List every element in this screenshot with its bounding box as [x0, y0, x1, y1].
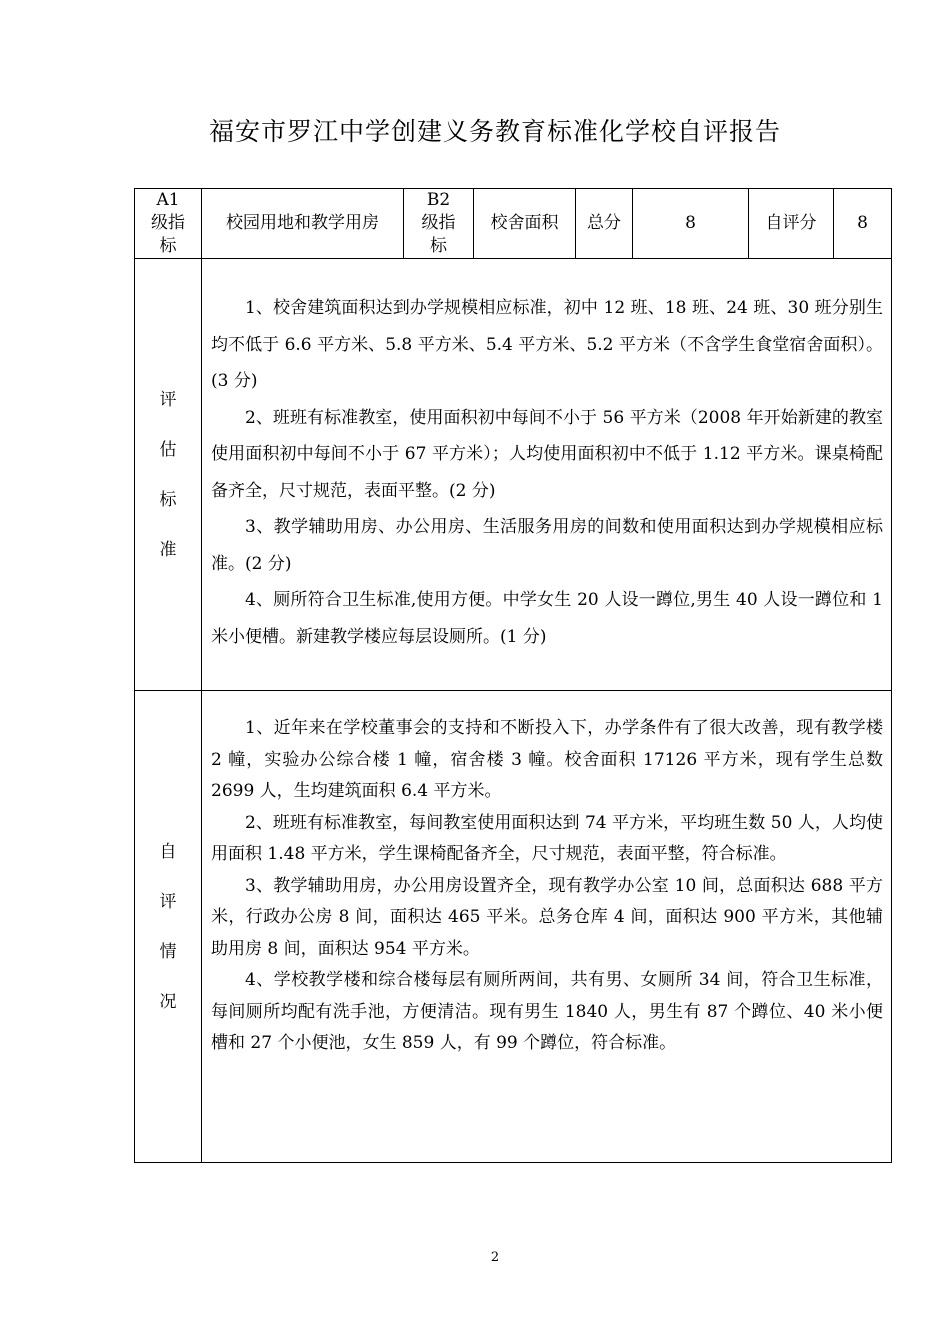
b2-label: B2 级指标 [421, 190, 456, 256]
label-char: 况 [159, 991, 177, 1012]
standard-item: 2、班班有标准教室，使用面积初中每间不小于 56 平方米（2008 年开始新建的教室使用面积初中每间不小于 67 平方米）；人均使用面积初中不低于 1.12 平方米。课桌椅配备齐全，尺寸规范，表面平整。(2 分) [211, 407, 883, 501]
standards-content [202, 259, 892, 691]
standards-row [135, 259, 892, 691]
self-score-label: 自评分 [749, 189, 834, 259]
self-evaluation-item: 3、教学辅助用房，办公用房设置齐全，现有教学办公室 10 间，总面积达 688 平方米，行政办公房 8 间，面积达 465 平米。总务仓库 4 间，面积达 900 平方米，其他辅助用房 8 间，面积达 954 平方米。 [211, 875, 883, 959]
label-char: 准 [159, 539, 177, 560]
label-char: 标 [159, 489, 177, 510]
page-number: 2 [490, 1250, 500, 1265]
self-score-value: 8 [834, 189, 892, 259]
evaluation-table [134, 188, 892, 1163]
self-evaluation-label [135, 691, 202, 1163]
self-evaluation-item: 2、班班有标准教室，每间教室使用面积达到 74 平方米，平均班生数 50 人，人均使用面积 1.48 平方米，学生课椅配备齐全，尺寸规范，表面平整，符合标准。 [211, 812, 883, 864]
label-char: 自 [159, 841, 177, 862]
self-evaluation-row [135, 691, 892, 1163]
label-char: 评 [159, 389, 177, 410]
label-char: 情 [159, 941, 177, 962]
self-evaluation-item: 1、近年来在学校董事会的支持和不断投入下，办学条件有了很大改善，现有教学楼 2 幢，实验办公综合楼 1 幢，宿舍楼 3 幢。校舍面积 17126 平方米，现有学生总数 2699 人，生均建筑面积 6.4 平方米。 [211, 718, 883, 801]
total-value: 8 [633, 189, 749, 259]
a1-label: A1 级指标 [151, 190, 185, 256]
page-title: 福安市罗江中学创建义务教育标准化学校自评报告 [208, 117, 781, 146]
header-row [135, 189, 892, 259]
b2-value: 校舍面积 [474, 189, 576, 259]
standard-item: 3、教学辅助用房、办公用房、生活服务用房的间数和使用面积达到办学规模相应标准。(2 分) [211, 517, 883, 574]
standard-item: 4、厕所符合卫生标准,使用方便。中学女生 20 人设一蹲位,男生 40 人设一蹲位和 1 米小便槽。新建教学楼应每层设厕所。(1 分) [211, 590, 883, 647]
a1-label-cell [135, 189, 202, 259]
label-char: 评 [159, 891, 177, 912]
self-evaluation-content [202, 691, 892, 1163]
b2-label-cell [404, 189, 474, 259]
a1-value: 校园用地和教学用房 [202, 189, 404, 259]
self-evaluation-item: 4、学校教学楼和综合楼每层有厕所两间，共有男、女厕所 34 间，符合卫生标准，每间厕所均配有洗手池，方便清洁。现有男生 1840 人，男生有 87 个蹲位、40 米小便槽和 27 个小便池，女生 859 人，有 99 个蹲位，符合标准。 [211, 970, 883, 1053]
total-label: 总分 [576, 189, 633, 259]
standards-label [135, 259, 202, 691]
label-char: 估 [159, 439, 177, 460]
standard-item: 1、校舍建筑面积达到办学规模相应标准，初中 12 班、18 班、24 班、30 班分别生均不低于 6.6 平方米、5.8 平方米、5.4 平方米、5.2 平方米（不含学生食堂宿舍面积）。(3 分) [211, 298, 883, 391]
